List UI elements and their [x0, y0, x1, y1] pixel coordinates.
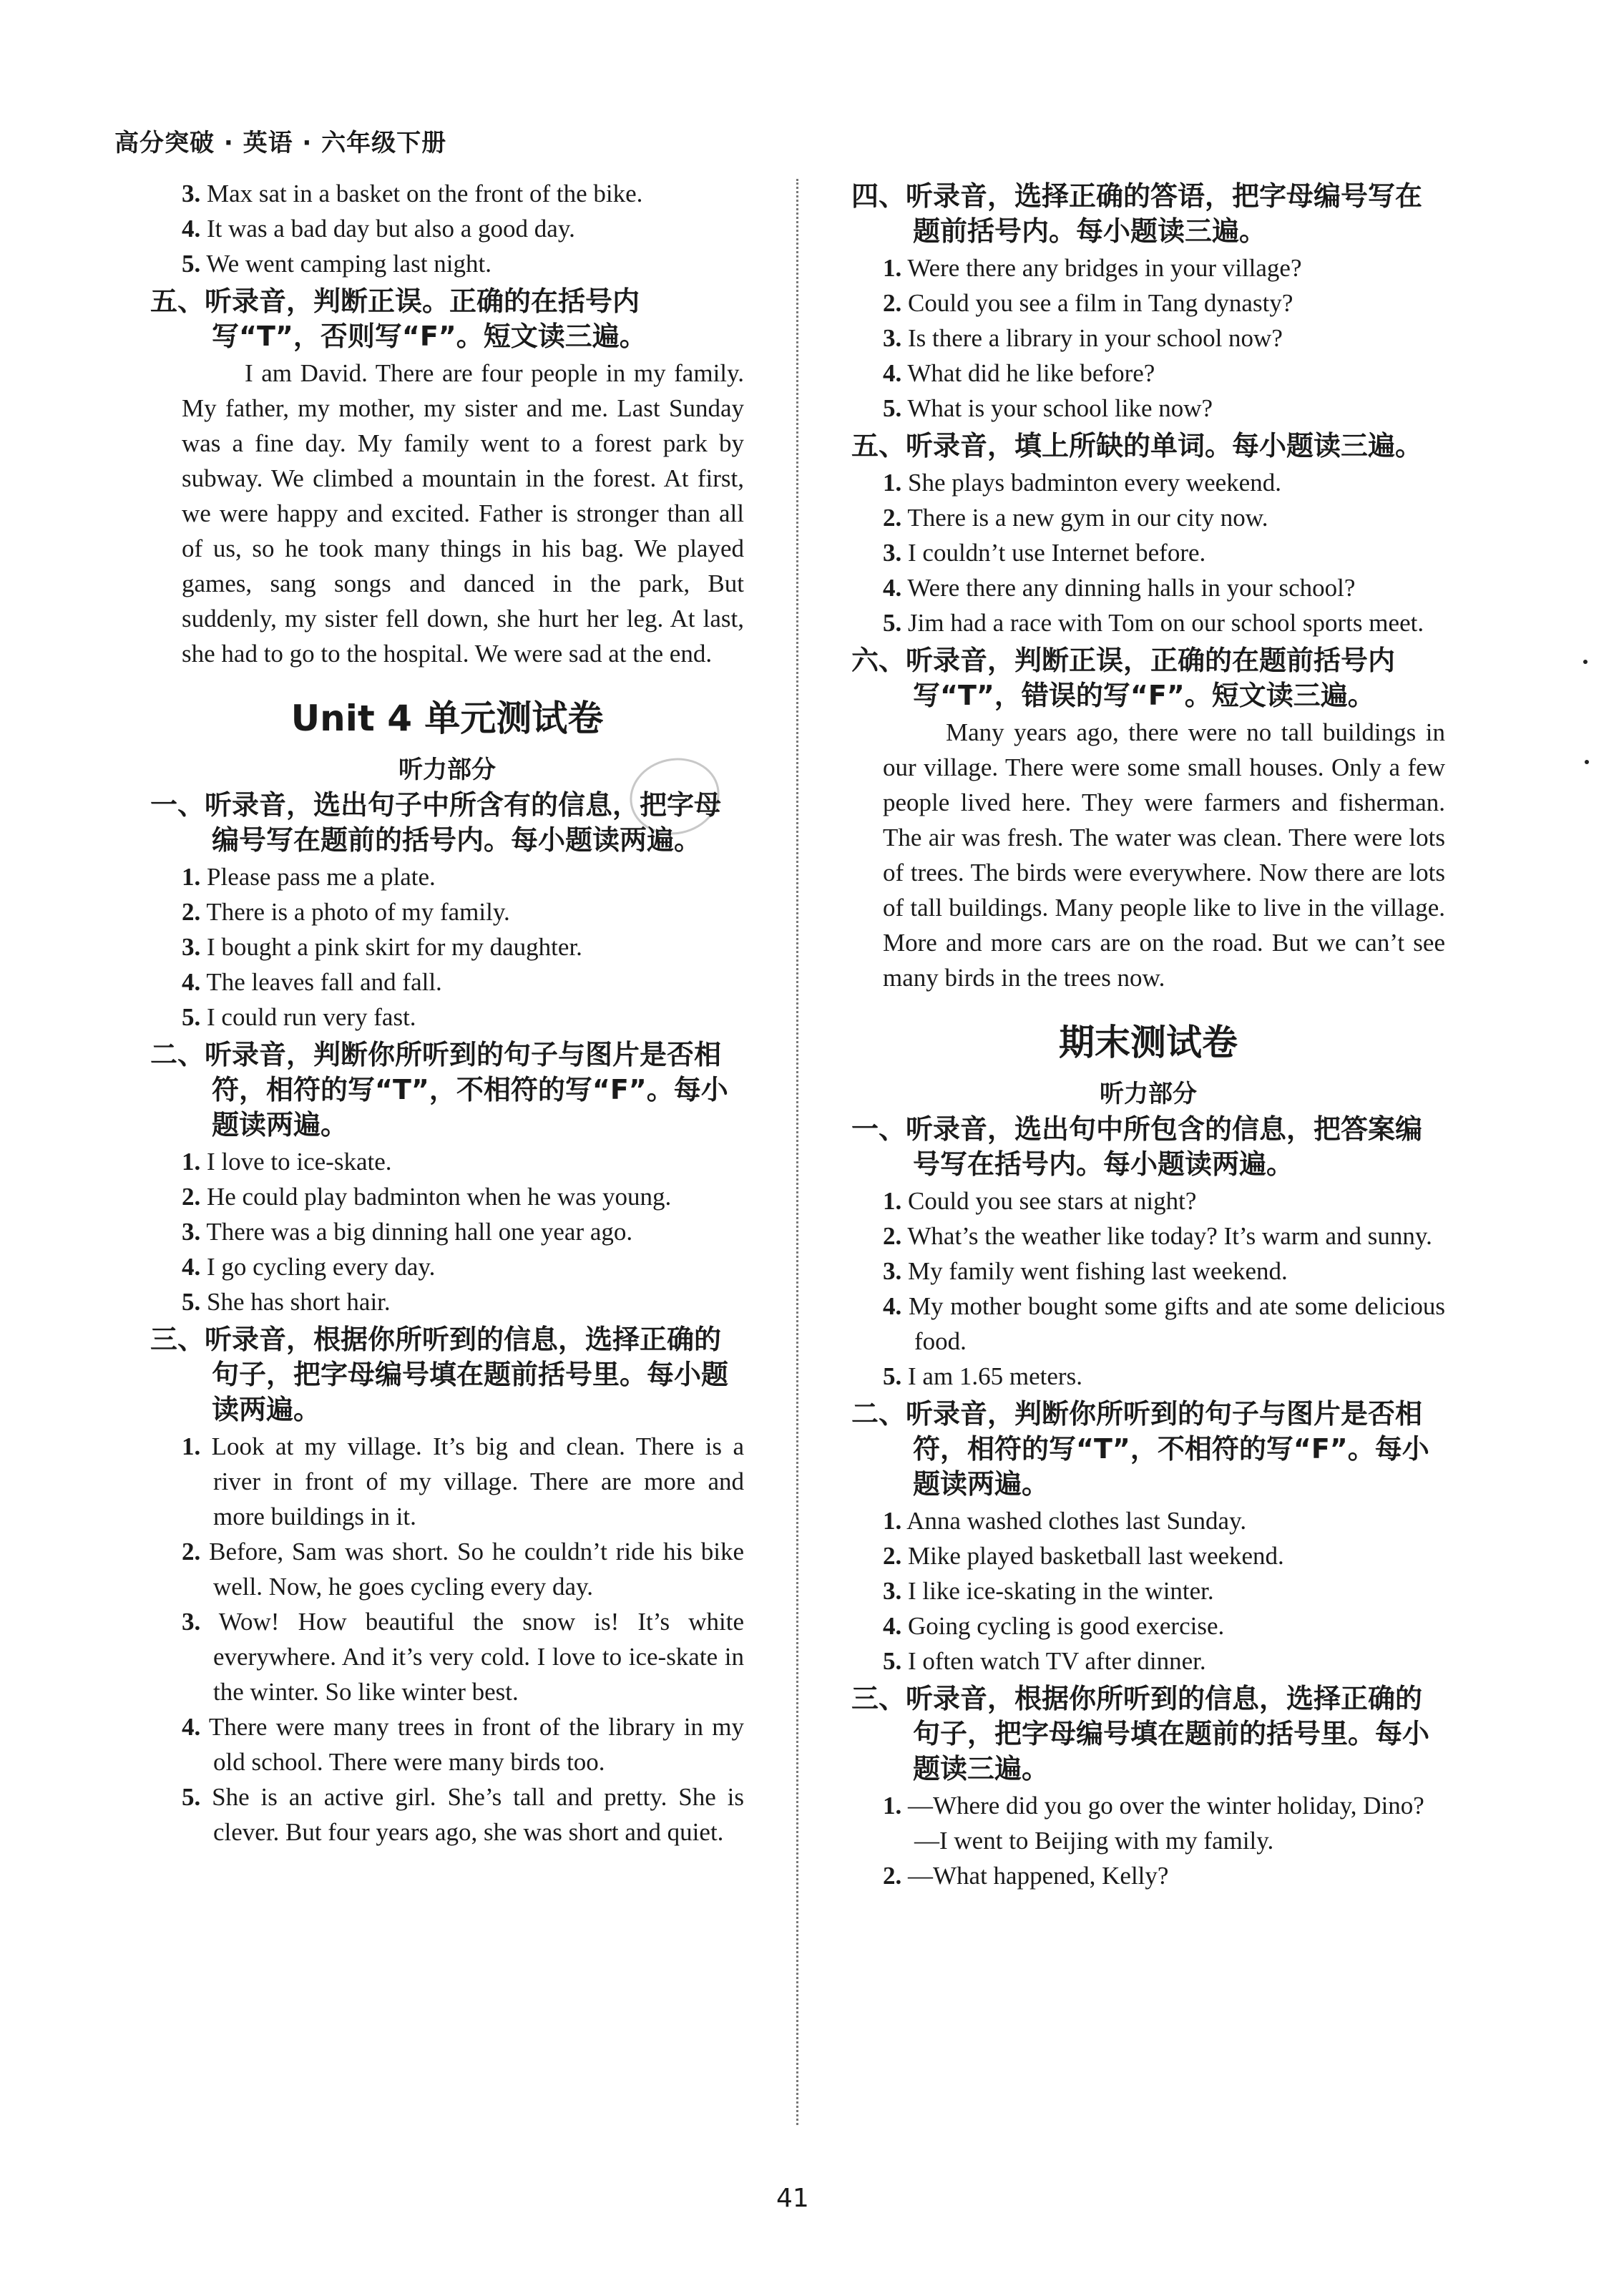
- list-item: 4. It was a bad day but also a good day.: [182, 215, 575, 243]
- list-item: 4. What did he like before?: [883, 359, 1155, 387]
- list-item: 3. Max sat in a basket on the front of the bike.: [182, 180, 643, 207]
- list-item: 3. Wow! How beautiful the snow is! It’s white everywhere. And it’s very cold. I love to ice-skate in the winter. So like winter best.: [182, 1608, 744, 1706]
- list-item: 3. I couldn’t use Internet before.: [883, 539, 1206, 567]
- list-item: 2. Could you see a film in Tang dynasty?: [883, 289, 1293, 317]
- section-title: 一、听录音，选出句子中所含有的信息，把字母编号写在题前的括号内。每小题读两遍。: [150, 789, 722, 856]
- list-item: 2. Before, Sam was short. So he couldn’t ride his bike well. Now, he goes cycling every day.: [182, 1538, 745, 1601]
- section-title: 二、听录音，判断你所听到的句子与图片是否相符，相符的写“T”，不相符的写“F”。每小题读两遍。: [851, 1398, 1429, 1500]
- list-item: 5. We went camping last night.: [182, 250, 491, 278]
- column-divider: [796, 179, 798, 2125]
- section-title: 二、听录音，判断你所听到的句子与图片是否相符，相符的写“T”，不相符的写“F”。每小题读两遍。: [150, 1039, 728, 1141]
- list-item: 4. The leaves fall and fall.: [182, 968, 442, 996]
- list-item: 4. Going cycling is good exercise.: [883, 1612, 1225, 1640]
- left-column: [150, 176, 744, 1850]
- right-column: [851, 176, 1445, 1893]
- margin-dot: [1583, 660, 1588, 664]
- list-item: 2. He could play badminton when he was young.: [182, 1183, 672, 1211]
- list-item: 1. Anna washed clothes last Sunday.: [883, 1507, 1247, 1535]
- list-item: 5. I often watch TV after dinner.: [883, 1647, 1206, 1675]
- list-item: 4. Were there any dinning halls in your school?: [883, 574, 1356, 602]
- list-item: 2. There is a photo of my family.: [182, 898, 510, 926]
- part-title: 听力部分: [398, 756, 496, 784]
- list-item: 2. There is a new gym in our city now.: [883, 504, 1268, 532]
- section-title: 五、听录音，填上所缺的单词。每小题读三遍。: [851, 430, 1423, 461]
- section-title: 五、听录音，判断正误。正确的在括号内写“T”，否则写“F”。短文读三遍。: [150, 285, 647, 352]
- list-item: 3. I bought a pink skirt for my daughter.: [182, 933, 582, 961]
- section-title: 四、听录音，选择正确的答语，把字母编号写在题前括号内。每小题读三遍。: [851, 180, 1423, 247]
- passage: Many years ago, there were no tall buildings in our village. There were some small houses. Only a few people lived here. They were farmers and fisherman. The air was fresh. The water was clean. There were lots of trees. The birds were everywhere. Now there are lots of tall buildings. Many people like to live in the village. More and more cars are on the road. But we can’t see many birds in the trees now.: [883, 718, 1445, 992]
- section-title: 一、听录音，选出句中所包含的信息，把答案编号写在括号内。每小题读两遍。: [851, 1113, 1423, 1180]
- list-item: 1. Were there any bridges in your village?: [883, 254, 1302, 282]
- list-item: 3. My family went fishing last weekend.: [883, 1257, 1288, 1285]
- page-number: 41: [776, 2184, 809, 2213]
- list-item: 2. —What happened, Kelly?: [883, 1862, 1169, 1890]
- list-item: 3. I like ice-skating in the winter.: [883, 1577, 1214, 1605]
- list-item: 2. What’s the weather like today? It’s warm and sunny.: [883, 1222, 1432, 1250]
- list-item: 1. Please pass me a plate.: [182, 863, 436, 891]
- section-title: 六、听录音，判断正误，正确的在题前括号内写“T”，错误的写“F”。短文读三遍。: [851, 645, 1396, 711]
- list-item: 4. I go cycling every day.: [182, 1253, 436, 1281]
- list-item: 5. She has short hair.: [182, 1288, 391, 1316]
- section-title: 三、听录音，根据你所听到的信息，选择正确的句子，把字母编号填在题前的括号里。每小题读三遍。: [851, 1683, 1430, 1784]
- list-item: 5. I am 1.65 meters.: [883, 1362, 1082, 1390]
- margin-dot: [1585, 760, 1589, 764]
- list-item: 1. Look at my village. It’s big and clean. There is a river in front of my village. There are more and more buildings in it.: [182, 1432, 744, 1530]
- list-item: 5. I could run very fast.: [182, 1003, 416, 1031]
- passage: I am David. There are four people in my family. My father, my mother, my sister and me. Last Sunday was a fine day. My family went to a forest park by subway. We climbed a mountain in the forest. At first, we were happy and excited. Father is stronger than all of us, so he took many things in his bag. We played games, sang songs and danced in the park, But suddenly, my sister fell down, she hurt her leg. At last, she had to go to the hospital. We were sad at the end.: [182, 359, 744, 668]
- list-item: 5. Jim had a race with Tom on our school sports meet.: [883, 609, 1424, 637]
- list-item: 5. She is an active girl. She’s tall and pretty. She is clever. But four years ago, she was short and quiet.: [182, 1783, 744, 1846]
- unit-title: Unit 4 单元测试卷: [290, 698, 604, 739]
- list-item: 3. Is there a library in your school now?: [883, 324, 1283, 352]
- list-item: 1. —Where did you go over the winter holiday, Dino? —I went to Beijing with my family.: [883, 1792, 1424, 1855]
- list-item: 1. She plays badminton every weekend.: [883, 469, 1281, 497]
- list-item: 5. What is your school like now?: [883, 394, 1213, 422]
- list-item: 1. Could you see stars at night?: [883, 1187, 1197, 1215]
- list-item: 2. Mike played basketball last weekend.: [883, 1542, 1284, 1570]
- page-header: 高分突破 · 英语 · 六年级下册: [114, 129, 447, 157]
- list-item: 3. There was a big dinning hall one year ago.: [182, 1218, 633, 1246]
- section-title: 三、听录音，根据你所听到的信息，选择正确的句子，把字母编号填在题前括号里。每小题读两遍。: [150, 1324, 729, 1425]
- list-item: 4. My mother bought some gifts and ate some delicious food.: [883, 1292, 1446, 1355]
- part-title: 听力部分: [1100, 1080, 1197, 1108]
- list-item: 1. I love to ice-skate.: [182, 1148, 392, 1176]
- unit-title: 期末测试卷: [1059, 1022, 1238, 1063]
- list-item: 4. There were many trees in front of the library in my old school. There were many birds too.: [182, 1713, 744, 1776]
